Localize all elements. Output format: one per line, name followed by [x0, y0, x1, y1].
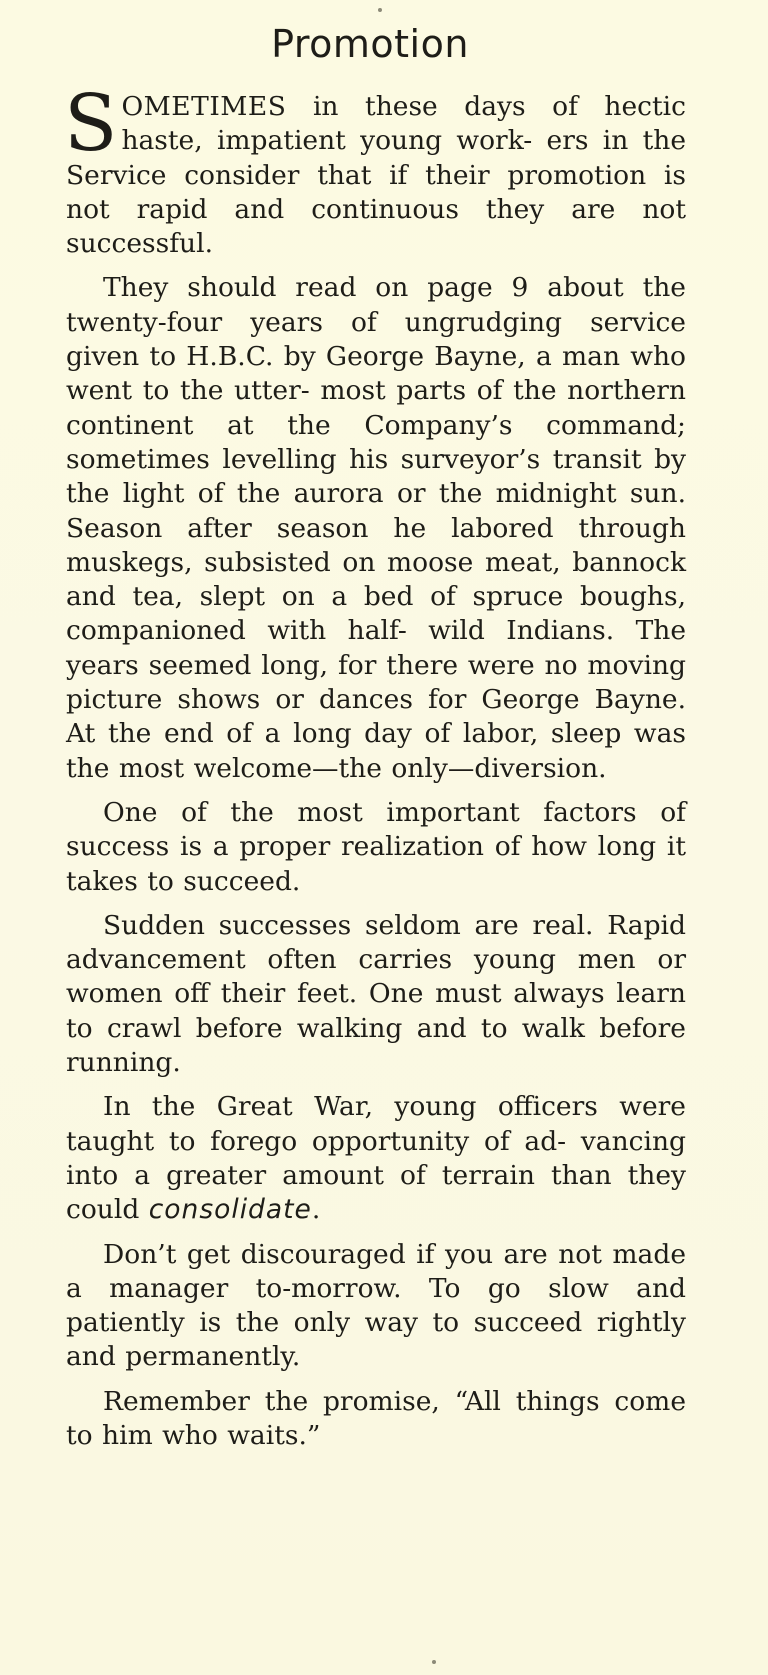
top-speck [378, 8, 382, 12]
article-title: Promotion [271, 22, 469, 66]
paragraph-7: Remember the promise, “All things come to him who waits.” [66, 1385, 686, 1451]
paragraph-4: Sudden successes seldom are real. Rapid advancement often carries young men or women off their feet. One must always learn to crawl before walking and to walk before running. [66, 909, 686, 1079]
lead-word: OMETIMES [121, 91, 287, 122]
paragraph-5-text: In the Great War, young officers were taught to forego opportunity of ad- vancing into a greater amount of terrain than they could [66, 1091, 686, 1226]
drop-cap: S [64, 79, 118, 169]
paragraph-6: Don’t get discouraged if you are not made a manager to-morrow. To go slow and patiently is the only way to succeed rightly and permanently. [66, 1238, 686, 1373]
paragraph-5-end: . [311, 1194, 321, 1226]
paragraph-1-text: in these days of hectic haste, impatient young work- ers in the Service consider that if their promotion is not rapid and continuous they are not successful. [66, 91, 686, 260]
emphasis-word: consolidate [148, 1194, 312, 1226]
article-body [64, 79, 686, 1463]
paragraph-3: One of the most important factors of success is a proper realization of how long it takes to succeed. [66, 796, 686, 897]
paragraph-5 [66, 1090, 686, 1227]
paragraph-1 [64, 79, 686, 261]
bottom-speck [432, 1660, 436, 1664]
paragraph-2: They should read on page 9 about the twenty-four years of ungrudging service given to H.B.C. by George Bayne, a man who went to the utter- most parts of the northern continent at the Company’s command; sometimes levelling his surveyor’s transit by the light of the aurora or the midnight sun. Season after season he labored through muskegs, subsisted on moose meat, bannock and tea, slept on a bed of spruce boughs, companioned with half- wild Indians. The years seemed long, for there were no moving picture shows or dances for George Bayne. At the end of a long day of labor, sleep was the most welcome—the only—diversion. [66, 272, 686, 784]
